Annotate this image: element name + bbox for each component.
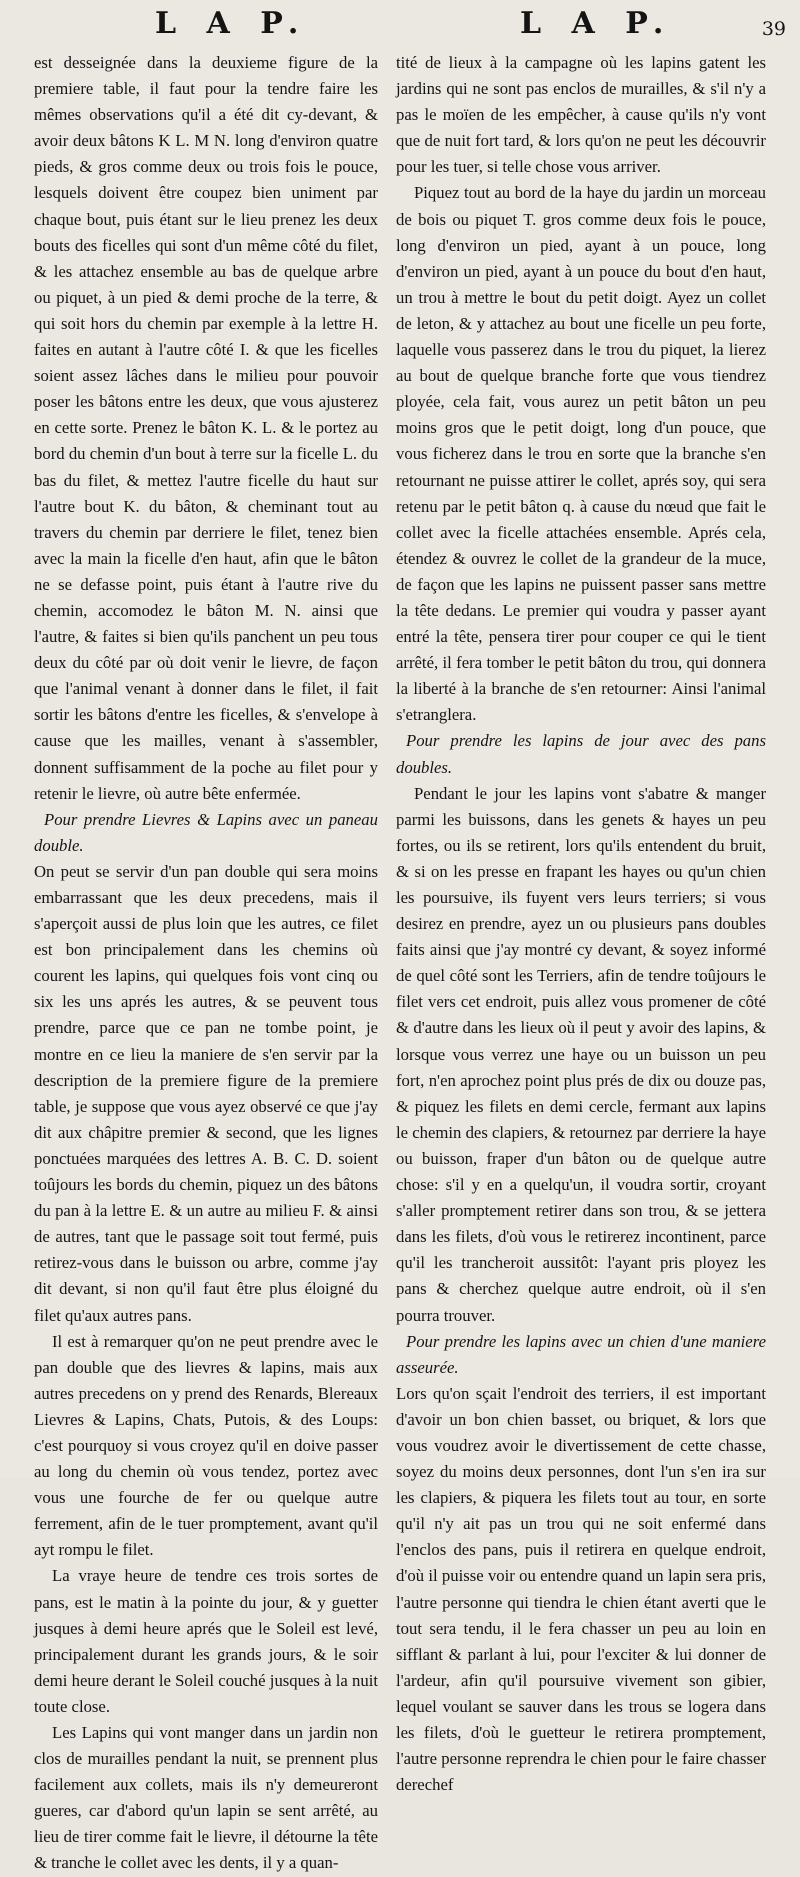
paragraph: Piquez tout au bord de la haye du jardin un morceau de bois ou piquet T. gros comme deux fois le pouce, long d'environ un pied, ayant à un pouce, long d'environ un pied, ayant à un pouce du bout d'en haut, un trou à mettre le bout du petit doigt. Ayez un collet de leton, & y attachez au bout une ficelle un peu forte, laquelle vous passerez dans le trou du piquet, la lierez au bout de quelque branche forte que vous tiendrez ployée, cela fait, vous aurez un petit bâton un peu moins gros que le petit doigt, long d'un pouce, que vous ficherez dans le trou en sorte que la branche s'en retournant ne puisse attirer le collet, aprés soy, qui sera retenu par le petit bâton q. à cause du nœud que fait le collet avec la ficelle attachées ensemble. Aprés cela, étendez & ouvrez le collet de la grandeur de la muce, de façon que les lapins ne puissent passer sans mettre la tête dedans. Le premier qui voudra y passer ayant entré la tête, pensera tirer pour couper ce qui le tient arrêté, il fera tomber le petit bâton du trou, qui donnera la liberté à la branche de s'en retourner: Ainsi l'animal s'etranglera. xyxy=(396,183,766,725)
section-heading: Pour prendre les lapins de jour avec des pans doubles. xyxy=(396,731,766,777)
paragraph: La vraye heure de tendre ces trois sortes de pans, est le matin à la pointe du jour, & y guetter jusques à demi heure aprés que le Soleil est levé, principalement durant les grands jours, & le soir demi heure derant le Soleil couché jusques à la nuit toute close. xyxy=(34,1566,378,1716)
paragraph: Lors qu'on sçait l'endroit des terriers, il est important d'avoir un bon chien basset, ou briquet, & lors que vous voudrez avoir le divertissement de cette chasse, soyez du moins deux personnes, dont l'un s'en ira sur les clapiers, & piquera les filets tout au tour, en sorte qu'il n'y ait pas un trou qui ne soit enfermé dans l'enclos des pans, puis il retirera en quelque endroit, d'où il puisse voir ou entendre quand un lapin sera pris, l'autre personne qui tiendra le chien étant averti que le tout sera tendu, il le fera chasser un peu au loin en sifflant & parlant à lui, pour l'exciter & lui donner de l'ardeur, afin qu'il poursuive vivement son gibier, lequel voulant se sauver dans les trous se logera dans les filets, d'où le guetteur le retirera promptement, l'autre personne reprendra le chien pour le faire chasser derechef xyxy=(396,1383,766,1795)
paragraph: est desseignée dans la deuxieme figure de la premiere table, il faut pour la tendre faire les mêmes observations qu'il a été dit cy-devant, & avoir deux bâtons K L. M N. long d'environ quatre pieds, & gros comme deux ou trois fois le pouce, lesquels doivent être coupez bien uniment par chaque bout, puis étant sur le lieu prenez les deux bouts des ficelles qui sont d'un même côté du filet, & les attachez ensemble au bas de quelque arbre ou piquet, à un pied & demi proche de la terre, & qui soit hors du chemin par exemple à la lettre H. faites en autant à l'autre côté I. & que les ficelles soient assez lâches dans le milieu pour pouvoir poser les bâtons entre les deux, que vous ajusterez en cette sorte. Prenez le bâton K. L. & le portez au bord du chemin d'un bout à terre sur la ficelle L. du bas du filet, & mettez l'autre ficelle du haut sur l'autre bout K. du bâton, & cheminant tout au travers du chemin par derriere le filet, tenez bien avec la main la ficelle d'en haut, afin que le bâton ne se defasse point, puis étant à l'autre rive du chemin, accomodez le bâton M. N. ainsi que l'autre, & faites si bien qu'ils panchent un peu tous deux du côté par où doit venir le lievre, de façon que l'animal venant à donner dans le filet, il fait sortir les bâtons d'entre les ficelles, & s'envelope à cause que les mailles, venant à s'assembler, donnent suffisamment de la poche au filet pour y retenir le lievre, où autre bête enfermée. xyxy=(34,53,378,803)
paragraph: Les Lapins qui vont manger dans un jardin non clos de murailles pendant la nuit, se prennent plus facilement aux collets, mais ils n'y demeureront gueres, car d'abord qu'un lapin se sent arrêté, au lieu de tirer comme fait le lievre, il détourne la tête & tranche le collet avec les dents, il y a quan- xyxy=(34,1723,378,1873)
right-column xyxy=(396,50,766,1795)
running-head-right: L A P. xyxy=(520,6,674,41)
section-heading: Pour prendre les lapins avec un chien d'une maniere asseurée. xyxy=(396,1331,766,1377)
left-column xyxy=(34,50,378,1873)
paragraph: tité de lieux à la campagne où les lapins gatent les jardins qui ne sont pas enclos de murailles, & s'il n'y a pas le moïen de les empêcher, à cause qu'ils n'y vont que de nuit fort tard, & lors qu'on ne peut les découvrir pour les tuer, si telle chose vous arriver. xyxy=(396,53,766,177)
page-number: 39 xyxy=(761,18,786,40)
running-head-left: L A P. xyxy=(155,6,309,41)
page-header xyxy=(0,0,800,48)
paragraph: On peut se servir d'un pan double qui sera moins embarrassant que les deux precedens, mais il s'aperçoit aussi de plus loin que les autres, ce filet est bon principalement dans les chemins où courent les lapins, qui quelques fois vont cinq ou six les uns aprés les autres, & se peuvent tous prendre, parce que ce pan ne tombe point, je montre en ce lieu la maniere de s'en servir par la description de la premiere figure de la premiere table, je suppose que vous ayez observé ce que j'ay dit aux châpitre premier & second, que les lignes ponctuées marquées des lettres A. B. C. D. soient toûjours les bords du chemin, piquez un des bâtons du pan à la lettre E. & un autre au milieu F. & ainsi de autres, tant que le passage soit tout fermé, puis retirez-vous dans le buisson ou arbre, comme j'ay dit devant, si non qu'il faut être plus éloigné du filet qu'aux autres pans. xyxy=(34,861,378,1325)
section-heading: Pour prendre Lievres & Lapins avec un paneau double. xyxy=(34,809,378,855)
paragraph: Il est à remarquer qu'on ne peut prendre avec le pan double que des lievres & lapins, mais aux autres precedens on y prend des Renards, Blereaux Lievres & Lapins, Chats, Putois, & des Loups: c'est pourquoy si vous croyez qu'il en doive passer au long du chemin où vous tendez, portez avec vous une fourche de fer ou quelque autre ferrement, afin de le tuer promptement, avant qu'il ayt rompu le filet. xyxy=(34,1331,378,1560)
paragraph: Pendant le jour les lapins vont s'abatre & manger parmi les buissons, dans les genets & hayes un peu fortes, ou ils se retirent, lors qu'ils entendent du bruit, & si on les presse en frapant les hayes ou qu'un chien les poursuive, ils fuyent vers leurs terriers; si vous desirez en prendre, ayez un ou plusieurs pans doubles faits ainsi que j'ay montré cy devant, & soyez informé de quel côté sont les Terriers, afin de tendre toûjours le filet vers cet endroit, puis allez vous promener de côté & d'autre dans les lieux où il peut y avoir des lapins, & lorsque vous verrez une haye ou un buisson un peu fort, n'en aprochez point plus prés de dix ou douze pas, & piquez les filets en demi cercle, fermant aux lapins le chemin des clapiers, & retournez par derriere la haye ou buisson, fraper d'un bâton ou de quelque autre chose: s'il y en a quelqu'un, il voudra sortir, croyant s'aller promptement retirer dans son trou, & se jettera dans les filets, d'où vous le retirerez incontinent, parce qu'il les trancheroit aussitôt: l'ayant pris ployez les pans & cherchez quelque autre endroit, où il s'en pourra trouver. xyxy=(396,783,766,1325)
